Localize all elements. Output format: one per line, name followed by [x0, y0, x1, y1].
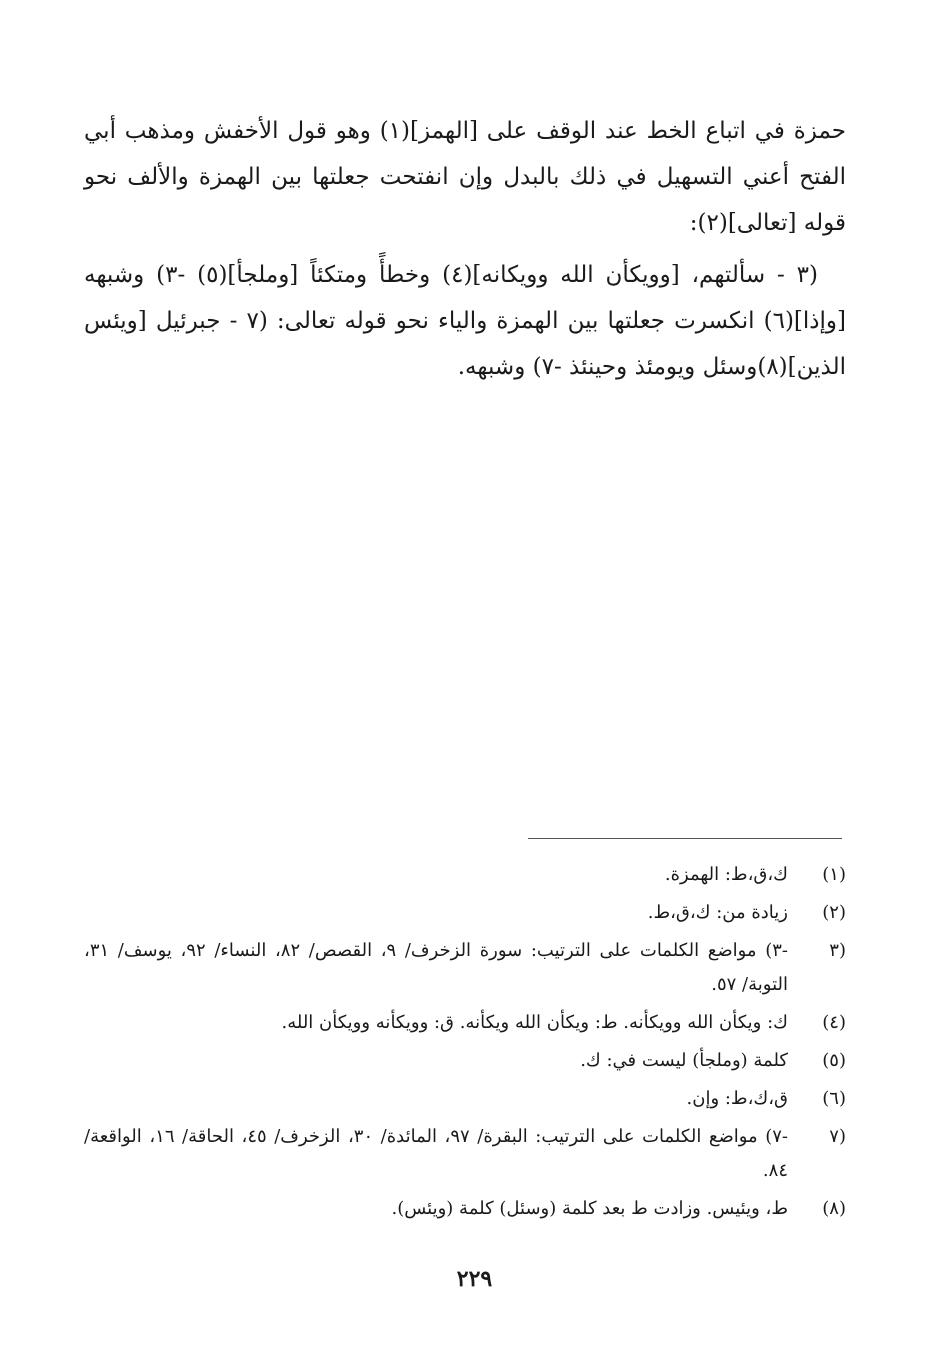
footnotes — [84, 858, 846, 1230]
footnote-number: (٧ — [829, 1126, 846, 1147]
footnote-number: (٨) — [822, 1198, 846, 1219]
footnote-number: (٤) — [822, 1012, 846, 1033]
footnote-item — [84, 934, 846, 1002]
main-text-block — [84, 108, 846, 390]
footnote-item — [84, 896, 846, 930]
paragraph-2: (٣ - سألتهم، [وويكأن الله وويكانه](٤) وخطأً ومتكئاً [وملجأ](٥) -٣) وشبهه [وإذا](٦) انكسرت جعلتها بين الهمزة والياء نحو قوله تعالى: (٧ - جبرئيل [ويئس الذين](٨)وسئل ويومئذ وحينئذ -٧) وشبهه. — [84, 262, 846, 380]
footnote-item — [84, 1082, 846, 1116]
footnote-number: (٦) — [822, 1088, 846, 1109]
footnote-item — [84, 1120, 846, 1188]
footnote-text: كلمة (وملجأ) ليست في: ك. — [580, 1050, 788, 1071]
footnote-separator — [528, 838, 842, 839]
footnote-text: زيادة من: ك،ق،ط. — [647, 902, 788, 923]
footnote-text: -٣) مواضع الكلمات على الترتيب: سورة الزخرف/ ٩، القصص/ ٨٢، النساء/ ٩٢، يوسف/ ٣١، التوبة/ ٥٧. — [84, 940, 788, 995]
footnote-text: -٧) مواضع الكلمات على الترتيب: البقرة/ ٩٧، المائدة/ ٣٠، الزخرف/ ٤٥، الحاقة/ ١٦، الواقعة/ ٨٤. — [84, 1126, 789, 1181]
page-number: ٢٢٩ — [456, 1266, 493, 1292]
footnote-text: ق،ك،ط: وإن. — [686, 1088, 788, 1109]
footnote-number: (٥) — [822, 1050, 846, 1071]
footnote-text: ط، ويئيس. وزادت ط بعد كلمة (وسئل) كلمة (ويئس). — [391, 1198, 788, 1219]
footnote-text: ك،ق،ط: الهمزة. — [664, 864, 788, 885]
footnote-item — [84, 1192, 846, 1226]
footnote-item — [84, 1006, 846, 1040]
footnote-text: ك: ويكأن الله وويكأنه. ط: ويكأن الله ويكأنه. ق: وويكأنه وويكأن الله. — [281, 1012, 788, 1033]
footnote-item — [84, 1044, 846, 1078]
footnote-item — [84, 858, 846, 892]
footnote-number: (٢) — [822, 902, 846, 923]
footnote-number: (١) — [822, 864, 846, 885]
paragraph-1: حمزة في اتباع الخط عند الوقف على [الهمز](١) وهو قول الأخفش ومذهب أبي الفتح أعني التسهيل في ذلك بالبدل وإن انفتحت جعلتها بين الهمزة والألف نحو قوله [تعالى](٢): — [84, 118, 847, 236]
footnote-number: (٣ — [829, 940, 846, 961]
